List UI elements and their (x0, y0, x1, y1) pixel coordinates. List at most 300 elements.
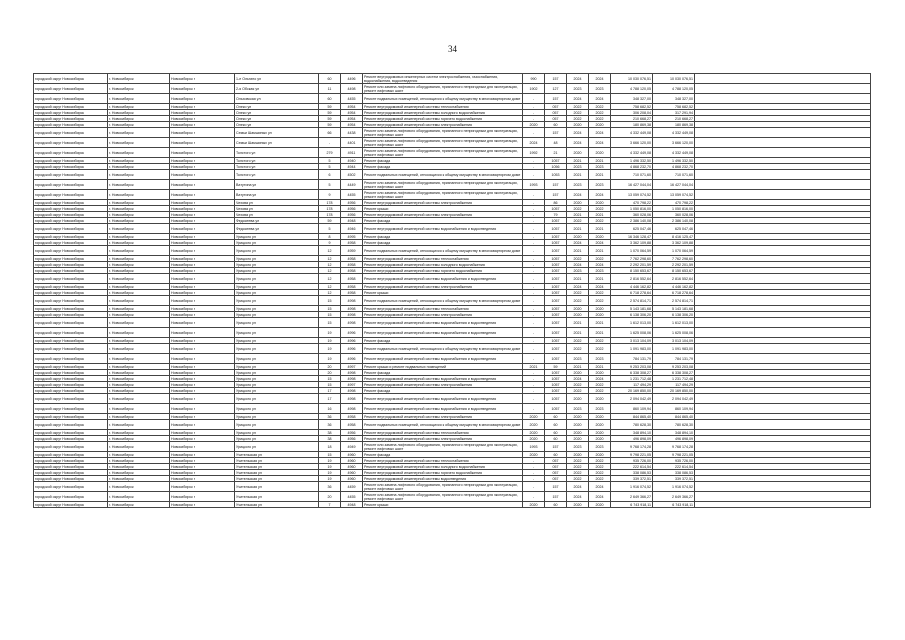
work-type-cell: Ремонт внутридомовой инженерной системы теплоснабжения (363, 256, 523, 262)
table-row (34, 94, 871, 104)
district-cell: Новосибирск г (170, 240, 235, 246)
cost-total-cell: 1 612 013,00 (653, 318, 695, 328)
work-type-cell: Ремонт внутридомовой инженерной системы горячего водоснабжения (363, 470, 523, 476)
note-cell (695, 296, 871, 306)
house-number-cell: 59 (319, 122, 341, 128)
build-year-cell: 2020 (523, 452, 545, 458)
fact-year-cell: 2020 (589, 414, 611, 420)
city-cell: г. Новосибирск (108, 420, 170, 430)
cost-total-cell: 780 628,30 (653, 420, 695, 430)
district-cell: Новосибирск г (170, 104, 235, 110)
note-cell (695, 170, 871, 180)
work-type-cell: Ремонт внутридомовой инженерной системы электроснабжения (363, 414, 523, 420)
build-year-cell: - (523, 170, 545, 180)
district-cell: Новосибирск г (170, 138, 235, 148)
work-type-cell: Ремонт подвальных помещений, относящихся к общему имуществу в многоквартирном доме (363, 94, 523, 104)
plan-year-cell: 2022 (567, 470, 589, 476)
municipality-cell: городской округ Новосибирск (34, 404, 108, 414)
cost-cell: 16 346 128,47 (611, 234, 653, 240)
house-id-cell: 4998 (341, 388, 363, 394)
fact-year-cell: 2022 (589, 256, 611, 262)
build-year-cell: 2020 (523, 414, 545, 420)
plan-year-cell: 2023 (567, 404, 589, 414)
plan-year-cell: 2020 (567, 394, 589, 404)
page-number: 34 (448, 44, 457, 54)
street-cell: Учительская ул (235, 492, 319, 502)
cost-total-cell: 6 743 918,11 (653, 502, 695, 508)
municipality-cell: городской округ Новосибирск (34, 296, 108, 306)
municipality-cell: городской округ Новосибирск (34, 502, 108, 508)
plan-year-cell: 2024 (567, 482, 589, 492)
cost-cell: 6 718 278,64 (611, 290, 653, 296)
note-cell (695, 74, 871, 84)
cost-total-cell: 9 768 174,28 (653, 442, 695, 452)
house-id-cell: 4958 (341, 240, 363, 246)
work-type-cell: Ремонт подвальных помещений, относящихся к общему имуществу в многоквартирном доме (363, 246, 523, 256)
build-year-cell: 2020 (523, 430, 545, 436)
city-cell: г. Новосибирск (108, 190, 170, 200)
table-row (34, 180, 871, 190)
house-number-cell: 5 (319, 224, 341, 234)
municipality-cell: городской округ Новосибирск (34, 492, 108, 502)
house-id-cell: 4496 (341, 74, 363, 84)
table-row (34, 502, 871, 508)
cost-cell: 8 150 653,67 (611, 268, 653, 274)
cost-total-cell: 625 047,46 (653, 224, 695, 234)
house-number-cell: 279 (319, 148, 341, 158)
municipality-cell: городской округ Новосибирск (34, 284, 108, 290)
table-row (34, 84, 871, 94)
work-type-cell: Ремонт фасада (363, 158, 523, 164)
plan-year-cell: 2024 (567, 128, 589, 138)
cost-total-cell: 338 086,53 (653, 470, 695, 476)
wear-cell: 057 (545, 470, 567, 476)
municipality-cell: городской округ Новосибирск (34, 138, 108, 148)
municipality-cell: городской округ Новосибирск (34, 164, 108, 170)
house-number-cell: 178 (319, 200, 341, 206)
cost-cell: 1 625 008,06 (611, 328, 653, 338)
street-cell: Олеко ул (235, 110, 319, 116)
cost-total-cell: 1 231 712,48 (653, 376, 695, 382)
build-year-cell: - (523, 312, 545, 318)
house-number-cell: 12 (319, 256, 341, 262)
city-cell: г. Новосибирск (108, 470, 170, 476)
build-year-cell: 1902 (523, 84, 545, 94)
district-cell: Новосибирск г (170, 296, 235, 306)
street-cell: Учительская ул (235, 502, 319, 508)
street-cell: Урицкого ул (235, 382, 319, 388)
plan-year-cell: 2022 (567, 116, 589, 122)
house-id-cell: 4958 (341, 274, 363, 284)
city-cell: г. Новосибирск (108, 364, 170, 370)
house-id-cell: 4998 (341, 318, 363, 328)
work-type-cell: Ремонт или замена лифтового оборудования, признанного непригодным для эксплуатации, ремонт лифтовых шахт (363, 482, 523, 492)
cost-total-cell: 2 816 552,64 (653, 274, 695, 284)
house-id-cell: 4958 (341, 290, 363, 296)
plan-year-cell: 2023 (567, 164, 589, 170)
municipality-cell: городской округ Новосибирск (34, 116, 108, 122)
wear-cell: 1057 (545, 284, 567, 290)
street-cell: Урицкого ул (235, 370, 319, 376)
work-type-cell: Ремонт фасада (363, 218, 523, 224)
municipality-cell: городской округ Новосибирск (34, 274, 108, 284)
build-year-cell: - (523, 104, 545, 110)
note-cell (695, 502, 871, 508)
district-cell: Новосибирск г (170, 430, 235, 436)
street-cell: Урицкого ул (235, 436, 319, 442)
municipality-cell: городской округ Новосибирск (34, 148, 108, 158)
fact-year-cell: 2022 (589, 296, 611, 306)
house-number-cell: 7 (319, 502, 341, 508)
note-cell (695, 246, 871, 256)
street-cell: Урицкого ул (235, 234, 319, 240)
city-cell: г. Новосибирск (108, 354, 170, 364)
house-number-cell: 18 (319, 442, 341, 452)
cost-total-cell: 8 150 653,67 (653, 268, 695, 274)
wear-cell: 1057 (545, 354, 567, 364)
street-cell: Урицкого ул (235, 274, 319, 284)
house-id-cell: 4455 (341, 190, 363, 200)
city-cell: г. Новосибирск (108, 338, 170, 344)
city-cell: г. Новосибирск (108, 382, 170, 388)
fact-year-cell: 2023 (589, 84, 611, 94)
plan-year-cell: 2020 (567, 312, 589, 318)
municipality-cell: городской округ Новосибирск (34, 110, 108, 116)
note-cell (695, 180, 871, 190)
fact-year-cell: 2020 (589, 200, 611, 206)
cost-cell: 339 372,51 (611, 476, 653, 482)
house-id-cell: 4498 (341, 84, 363, 94)
district-cell: Новосибирск г (170, 318, 235, 328)
plan-year-cell: 2024 (567, 74, 589, 84)
build-year-cell: 2024 (523, 138, 545, 148)
wear-cell: 057 (545, 116, 567, 122)
house-number-cell: 19 (319, 458, 341, 464)
district-cell: Новосибирск г (170, 492, 235, 502)
work-type-cell: Ремонт или замена лифтового оборудования, признанного непригодным для эксплуатации, ремонт лифтовых шахт (363, 180, 523, 190)
city-cell: г. Новосибирск (108, 312, 170, 318)
municipality-cell: городской округ Новосибирск (34, 234, 108, 240)
cost-cell: 4 868 232,70 (611, 164, 653, 170)
work-type-cell: Ремонт подвальных помещений, относящихся к общему имуществу в многоквартирном доме (363, 296, 523, 306)
build-year-cell: - (523, 338, 545, 344)
work-type-cell: Ремонт или замена лифтового оборудования, признанного непригодным для эксплуатации, ремонт лифтовых шахт (363, 138, 523, 148)
district-cell: Новосибирск г (170, 234, 235, 240)
fact-year-cell: 2022 (589, 218, 611, 224)
build-year-cell: - (523, 246, 545, 256)
work-type-cell: Ремонт крыши (363, 290, 523, 296)
house-number-cell: 59 (319, 110, 341, 116)
house-number-cell: 12 (319, 246, 341, 256)
plan-year-cell: 2021 (567, 318, 589, 328)
house-id-cell: 4958 (341, 420, 363, 430)
table-row (34, 170, 871, 180)
district-cell: Новосибирск г (170, 436, 235, 442)
municipality-cell: городской округ Новосибирск (34, 464, 108, 470)
municipality-cell: городской округ Новосибирск (34, 328, 108, 338)
plan-year-cell: 2020 (567, 420, 589, 430)
cost-cell: 6 338 308,27 (611, 370, 653, 376)
cost-total-cell: 1 625 008,06 (653, 328, 695, 338)
work-type-cell: Ремонт внутридомовой инженерной системы электроснабжения (363, 284, 523, 290)
house-id-cell: 4954 (341, 104, 363, 110)
house-number-cell: 178 (319, 212, 341, 218)
work-type-cell: Ремонт крыши (363, 502, 523, 508)
cost-cell: 3 013 104,09 (611, 338, 653, 344)
work-type-cell: Ремонт внутридомовой инженерной системы теплоснабжения (363, 458, 523, 464)
work-type-cell: Ремонт внутридомовой инженерной системы водоснабжения и водоотведения (363, 376, 523, 382)
plan-year-cell: 2022 (567, 476, 589, 482)
municipality-cell: городской округ Новосибирск (34, 190, 108, 200)
house-number-cell: 19 (319, 464, 341, 470)
cost-total-cell: 8 416 125,47 (653, 234, 695, 240)
municipality-cell: городской округ Новосибирск (34, 290, 108, 296)
city-cell: г. Новосибирск (108, 458, 170, 464)
plan-year-cell: 2021 (567, 328, 589, 338)
note-cell (695, 94, 871, 104)
cost-total-cell: 4 446 162,82 (653, 284, 695, 290)
house-id-cell: 4956 (341, 200, 363, 206)
fact-year-cell: 2021 (589, 246, 611, 256)
street-cell: Семьи Шамшиных ул (235, 138, 319, 148)
wear-cell: 1057 (545, 376, 567, 382)
municipality-cell: городской округ Новосибирск (34, 212, 108, 218)
table-row (34, 128, 871, 138)
wear-cell: 1053 (545, 170, 567, 180)
city-cell: г. Новосибирск (108, 464, 170, 470)
house-id-cell: 4996 (341, 338, 363, 344)
house-number-cell: 36 (319, 482, 341, 492)
work-type-cell: Ремонт или замена лифтового оборудования, признанного непригодным для эксплуатации, ремонт лифтовых шахт (363, 148, 523, 158)
fact-year-cell: 2020 (589, 502, 611, 508)
district-cell: Новосибирск г (170, 218, 235, 224)
plan-year-cell: 2022 (567, 344, 589, 354)
cost-total-cell: 2 292 201,59 (653, 262, 695, 268)
municipality-cell: городской округ Новосибирск (34, 482, 108, 492)
municipality-cell: городской округ Новосибирск (34, 84, 108, 94)
fact-year-cell: 2022 (589, 104, 611, 110)
build-year-cell: - (523, 492, 545, 502)
municipality-cell: городской округ Новосибирск (34, 104, 108, 110)
work-type-cell: Ремонт фасада (363, 234, 523, 240)
house-number-cell: 20 (319, 364, 341, 370)
house-id-cell: 4998 (341, 376, 363, 382)
build-year-cell: - (523, 470, 545, 476)
street-cell: Урицкого ул (235, 318, 319, 328)
cost-cell: 2 386 140,08 (611, 218, 653, 224)
house-number-cell: 17 (319, 388, 341, 394)
house-number-cell: 20 (319, 492, 341, 502)
build-year-cell: 2021 (523, 364, 545, 370)
street-cell: Урицкого ул (235, 344, 319, 354)
cost-total-cell: 3 013 104,09 (653, 338, 695, 344)
work-type-cell: Ремонт или замена лифтового оборудования, признанного непригодным для эксплуатации, ремонт лифтовых шахт (363, 128, 523, 138)
district-cell: Новосибирск г (170, 470, 235, 476)
fact-year-cell: 2022 (589, 290, 611, 296)
cost-cell: 4 788 120,05 (611, 84, 653, 94)
cost-total-cell: 860 109,94 (653, 404, 695, 414)
street-cell: Урицкого ул (235, 430, 319, 436)
wear-cell: 1057 (545, 296, 567, 306)
city-cell: г. Новосибирск (108, 376, 170, 382)
work-type-cell: Ремонт внутридомовой инженерной системы водоотведения (363, 476, 523, 482)
cost-total-cell: 2 574 814,71 (653, 296, 695, 306)
house-id-cell: 4911 (341, 148, 363, 158)
work-type-cell: Ремонт внутридомовой инженерной системы электроснабжения (363, 212, 523, 218)
plan-year-cell: 2022 (567, 218, 589, 224)
cost-cell: 1 050 816,00 (611, 206, 653, 212)
plan-year-cell: 2024 (567, 240, 589, 246)
plan-year-cell: 2020 (567, 234, 589, 240)
cost-total-cell: 2 386 140,08 (653, 218, 695, 224)
city-cell: г. Новосибирск (108, 414, 170, 420)
street-cell: Олеко ул (235, 116, 319, 122)
wear-cell: 1057 (545, 328, 567, 338)
district-cell: Новосибирск г (170, 464, 235, 470)
municipality-cell: городской округ Новосибирск (34, 240, 108, 246)
street-cell: Урицкого ул (235, 442, 319, 452)
build-year-cell: - (523, 190, 545, 200)
cost-cell: 348 894,10 (611, 430, 653, 436)
cost-total-cell: 6 138 306,20 (653, 312, 695, 318)
house-id-cell: 4948 (341, 218, 363, 224)
fact-year-cell: 2024 (589, 376, 611, 382)
cost-total-cell: 348 327,00 (653, 94, 695, 104)
wear-cell: 1057 (545, 306, 567, 312)
municipality-cell: городской округ Новосибирск (34, 218, 108, 224)
district-cell: Новосибирск г (170, 482, 235, 492)
house-id-cell: 4998 (341, 370, 363, 376)
fact-year-cell: 2021 (589, 224, 611, 234)
build-year-cell: - (523, 212, 545, 218)
note-cell (695, 84, 871, 94)
cost-total-cell: 784 131,79 (653, 354, 695, 364)
house-number-cell: 6 (319, 170, 341, 180)
fact-year-cell: 2021 (589, 274, 611, 284)
note-cell (695, 148, 871, 158)
city-cell: г. Новосибирск (108, 318, 170, 328)
plan-year-cell: 2022 (567, 458, 589, 464)
house-id-cell: 4997 (341, 382, 363, 388)
build-year-cell: - (523, 274, 545, 284)
cost-cell: 3 666 120,00 (611, 138, 653, 148)
plan-year-cell: 2024 (567, 94, 589, 104)
cost-cell: 20 169 850,00 (611, 388, 653, 394)
house-id-cell: 4958 (341, 414, 363, 420)
cost-total-cell: 5 143 181,68 (653, 306, 695, 312)
plan-year-cell: 2021 (567, 158, 589, 164)
fact-year-cell: 2024 (589, 284, 611, 290)
note-cell (695, 328, 871, 338)
build-year-cell: 1992 (523, 148, 545, 158)
build-year-cell: 990 (523, 74, 545, 84)
city-cell: г. Новосибирск (108, 240, 170, 246)
city-cell: г. Новосибирск (108, 268, 170, 274)
cost-total-cell: 1 091 983,00 (653, 344, 695, 354)
fact-year-cell: 2021 (589, 318, 611, 328)
district-cell: Новосибирск г (170, 370, 235, 376)
city-cell: г. Новосибирск (108, 200, 170, 206)
district-cell: Новосибирск г (170, 256, 235, 262)
house-number-cell: 15 (319, 312, 341, 318)
wear-cell: 60 (545, 420, 567, 430)
wear-cell: 1057 (545, 318, 567, 328)
house-id-cell: 4997 (341, 364, 363, 370)
fact-year-cell: 2022 (589, 206, 611, 212)
work-type-cell: Ремонт внутридомовой инженерной системы водоснабжения и водоотведения (363, 404, 523, 414)
fact-year-cell: 2022 (589, 110, 611, 116)
city-cell: г. Новосибирск (108, 442, 170, 452)
cost-cell: 338 086,53 (611, 470, 653, 476)
fact-year-cell: 2024 (589, 262, 611, 268)
fact-year-cell: 2022 (589, 470, 611, 476)
build-year-cell: - (523, 476, 545, 482)
municipality-cell: городской округ Новосибирск (34, 206, 108, 212)
cost-total-cell: 710 071,60 (653, 170, 695, 180)
city-cell: г. Новосибирск (108, 344, 170, 354)
district-cell: Новосибирск г (170, 206, 235, 212)
house-number-cell: 19 (319, 344, 341, 354)
build-year-cell: - (523, 296, 545, 306)
plan-year-cell: 2024 (567, 190, 589, 200)
district-cell: Новосибирск г (170, 190, 235, 200)
street-cell: Учительская ул (235, 464, 319, 470)
fact-year-cell: 2024 (589, 138, 611, 148)
city-cell: г. Новосибирск (108, 148, 170, 158)
municipality-cell: городской округ Новосибирск (34, 442, 108, 452)
house-number-cell: - (319, 138, 341, 148)
municipality-cell: городской округ Новосибирск (34, 74, 108, 84)
build-year-cell: - (523, 404, 545, 414)
cost-total-cell: 13 059 074,52 (653, 190, 695, 200)
house-number-cell: 15 (319, 382, 341, 388)
cost-cell: 16 427 044,04 (611, 180, 653, 190)
fact-year-cell: 2024 (589, 482, 611, 492)
note-cell (695, 442, 871, 452)
city-cell: г. Новосибирск (108, 404, 170, 414)
house-number-cell: 36 (319, 414, 341, 420)
cost-cell: 625 047,46 (611, 224, 653, 234)
build-year-cell: - (523, 382, 545, 388)
work-type-cell: Ремонт внутридомовой инженерной системы водоснабжения и водоотведения (363, 274, 523, 284)
district-cell: Новосибирск г (170, 158, 235, 164)
build-year-cell: - (523, 284, 545, 290)
cost-total-cell: 4 788 120,05 (653, 84, 695, 94)
house-id-cell: 4960 (341, 458, 363, 464)
wear-cell: 60 (545, 430, 567, 436)
city-cell: г. Новосибирск (108, 104, 170, 110)
street-cell: Урицкого ул (235, 404, 319, 414)
work-type-cell: Ремонт внутридомовой инженерной системы водоснабжения и водоотведения (363, 354, 523, 364)
wear-cell: 48 (545, 138, 567, 148)
fact-year-cell: 2023 (589, 354, 611, 364)
plan-year-cell: 2022 (567, 388, 589, 394)
build-year-cell: 1993 (523, 180, 545, 190)
district-cell: Новосибирск г (170, 274, 235, 284)
municipality-cell: городской округ Новосибирск (34, 430, 108, 436)
house-number-cell: 59 (319, 218, 341, 224)
work-type-cell: Ремонт или замена лифтового оборудования, признанного непригодным для эксплуатации, ремонт лифтовых шахт (363, 84, 523, 94)
fact-year-cell: 2021 (589, 364, 611, 370)
municipality-cell: городской округ Новосибирск (34, 344, 108, 354)
cost-cell: 935 726,00 (611, 458, 653, 464)
municipality-cell: городской округ Новосибирск (34, 376, 108, 382)
work-type-cell: Ремонт внутридомовых инженерных систем электроснабжения, газоснабжения, водоснабжения, водоотведения (363, 74, 523, 84)
note-cell (695, 190, 871, 200)
house-number-cell: 12 (319, 262, 341, 268)
table-row (34, 420, 871, 430)
house-id-cell: 4954 (341, 122, 363, 128)
